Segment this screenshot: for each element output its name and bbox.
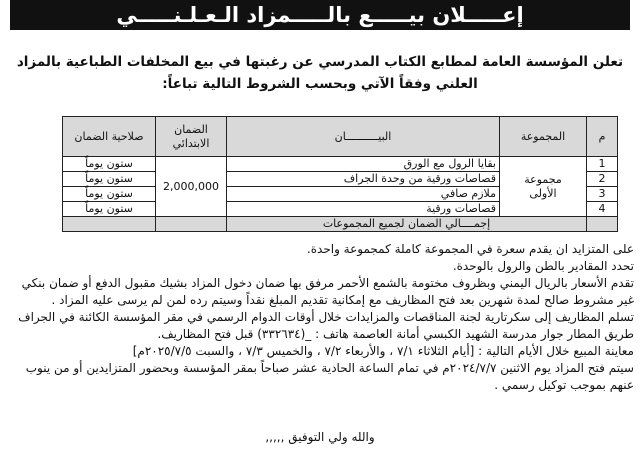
total-amount-cell <box>156 217 227 232</box>
amount-cell: 2,000,000 <box>156 157 227 217</box>
header-validity: صلاحية الضمان <box>63 117 156 157</box>
group-label-line-2: الأولى <box>529 186 557 200</box>
group-cell <box>500 157 587 217</box>
condition-item: • تسلم المظاريف إلى سكرتارية لجنة المناقصات والمزايدات خلال أوقات الدوام الرسمي في مقر المؤسسة الكائنة في الجراف طريق المطار جوار مدرسة الشهيد الكبسي أمانة العاصمة هاتف : _(٣٣٢٦٣٤) قبل فتح المظاريف. <box>6 309 636 343</box>
closing-line: والله ولي التوفيق ,,,,, <box>265 430 375 444</box>
condition-item: • سيتم فتح المزاد يوم الاثنين ٢٠٢٤/٧/٧م في تمام الساعة الحادية عشر صباحاً بمقر المؤسسة وبحضور المتزايدين أو من ينوب عنهم بموجب توكيل رسمي . <box>6 360 636 394</box>
intro-line-2: العلني وفقاً الآتي وبحسب الشروط التالية تباعاً: <box>162 76 478 92</box>
row-validity: ستون يوماً <box>63 202 156 217</box>
total-label: إجمــــالي الضمان لجميع المجموعات <box>227 217 587 232</box>
row-description: قصاصات ورقية من وحدة الجراف <box>227 172 500 187</box>
row-num: 3 <box>587 187 618 202</box>
condition-item: • على المتزايد ان يقدم سعرة في المجموعة كاملة كمجموعة واحدة. <box>6 241 636 258</box>
conditions-list <box>6 241 640 394</box>
row-description: ملازم صافي <box>227 187 500 202</box>
table-row <box>63 157 618 172</box>
row-num: 2 <box>587 172 618 187</box>
row-description: بقايا الرول مع الورق <box>227 157 500 172</box>
group-label-line-1: مجموعة <box>524 172 562 186</box>
page-banner <box>10 0 630 30</box>
intro-text <box>14 51 626 95</box>
total-spacer <box>587 217 618 232</box>
header-description: البيــــــــــان <box>227 117 500 157</box>
intro-line-1: تعلن المؤسسة العامة لمطابع الكتاب المدرسي عن رغبتها في بيع المخلفات الطباعية بالمزاد <box>16 54 624 70</box>
total-validity-cell <box>63 217 156 232</box>
header-num: م <box>587 117 618 157</box>
table-total-row <box>63 217 618 232</box>
header-amount <box>156 117 227 157</box>
condition-item: • تحدد المقادير بالطن والرول بالوحدة. <box>6 258 636 275</box>
condition-item: • معاينة المبيع خلال الأيام التالية : [أيام الثلاثاء ٧/١ ، والأربعاء ٧/٢ ، والخميس ٧/٣ ، والسبت ٢٠٢٥/٧/٥م] <box>6 343 636 360</box>
table-header-row <box>63 117 618 157</box>
condition-item: • تقدم الأسعار بالريال اليمني وبظروف مختومة بالشمع الأحمر مرفق بها ضمان دخول المزاد بشيك مقبول الدفع أو ضمان بنكي غير مشروط صالح لمدة شهرين بعد فتح المظاريف مع إمكانية تقديم المبلغ نقداً وسيتم رده لمن لم يرسى عليه المزاد . <box>6 275 636 309</box>
row-description: قصاصات ورقية <box>227 202 500 217</box>
banner-title: إعـــــلان بيـــــع بالـــــمزاد الـعـلـنـــــي <box>116 3 524 27</box>
auction-table <box>62 116 618 232</box>
header-group: المجموعة <box>500 117 587 157</box>
header-amount-line-1: الضمان <box>174 122 208 136</box>
row-validity: ستون يوماً <box>63 187 156 202</box>
row-validity: ستون يوماً <box>63 157 156 172</box>
row-num: 1 <box>587 157 618 172</box>
row-validity: ستون يوماً <box>63 172 156 187</box>
row-num: 4 <box>587 202 618 217</box>
header-amount-line-2: الابتدائي <box>172 136 210 150</box>
